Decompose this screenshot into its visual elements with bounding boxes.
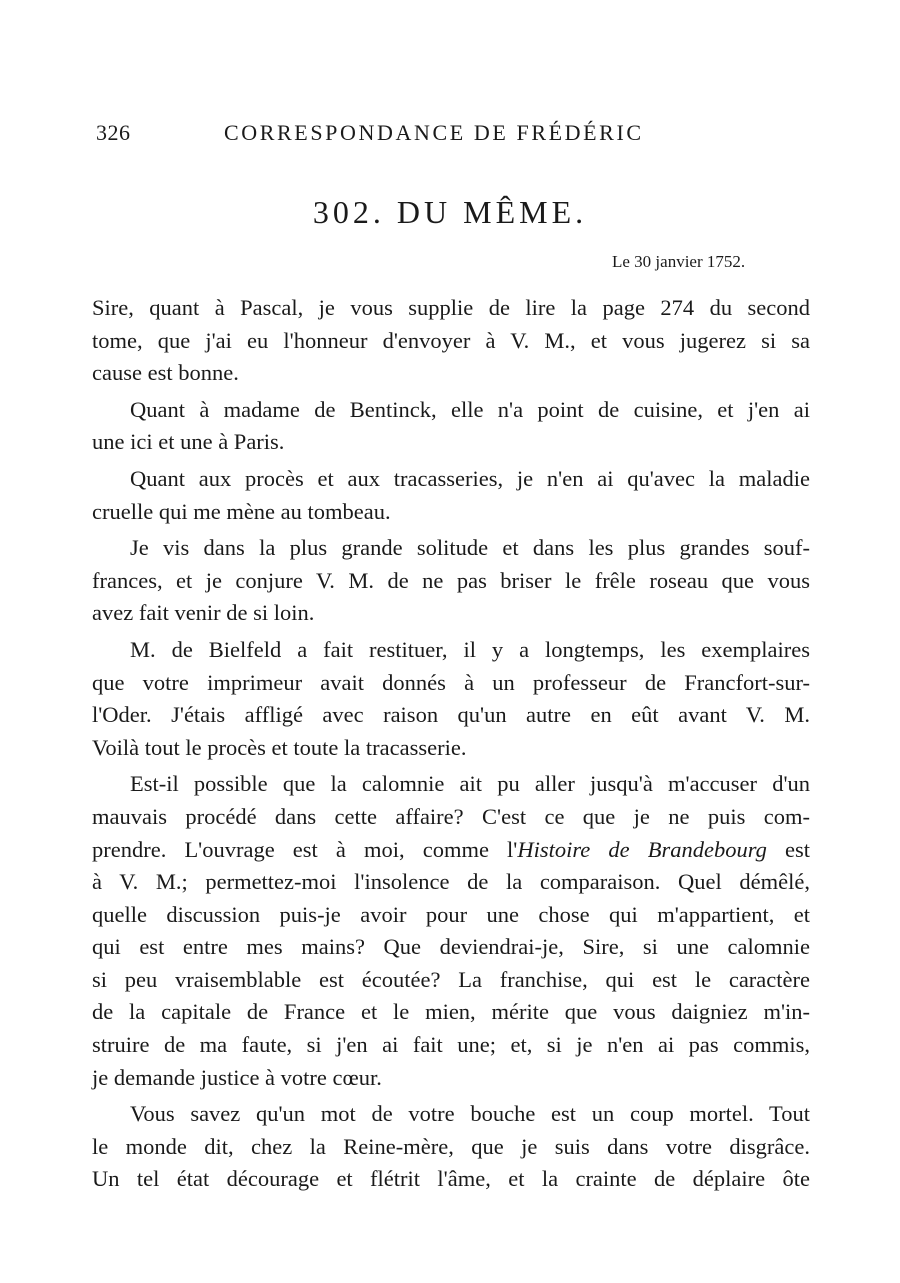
text-segment: est bbox=[766, 836, 811, 862]
text-line: cause est bonne. bbox=[92, 360, 239, 386]
text-line: Voilà tout le procès et toute la tracasserie. bbox=[92, 734, 467, 760]
text-line: cruelle qui me mène au tombeau. bbox=[92, 498, 391, 524]
text-line: quelle discussion puis-je avoir pour une chose qui m'appartient, et bbox=[92, 901, 810, 927]
text-line: le monde dit, chez la Reine-mère, que je suis dans votre disgrâce. bbox=[92, 1133, 810, 1159]
text-line: M. de Bielfeld a fait restituer, il y a longtemps, les exemplaires bbox=[130, 636, 810, 662]
text-line: que votre imprimeur avait donnés à un professeur de Francfort-sur- bbox=[92, 669, 810, 695]
running-title: CORRESPONDANCE DE FRÉDÉRIC bbox=[224, 120, 644, 145]
text-line: avez fait venir de si loin. bbox=[92, 600, 315, 626]
text-line: Sire, quant à Pascal, je vous supplie de lire la page 274 du second bbox=[92, 295, 810, 320]
page-number: 326 bbox=[96, 120, 131, 145]
letter-body bbox=[92, 292, 810, 1196]
text-line: Est-il possible que la calomnie ait pu aller jusqu'à m'accuser d'un bbox=[130, 771, 810, 797]
text-line: tome, que j'ai eu l'honneur d'envoyer à V. M., et vous jugerez si sa bbox=[92, 327, 810, 353]
text-line: qui est entre mes mains? Que deviendrai-je, Sire, si une calomnie bbox=[92, 934, 810, 960]
text-line: je demande justice à votre cœur. bbox=[92, 1064, 382, 1090]
book-title-italic: Histoire de Brandebourg bbox=[517, 836, 767, 862]
text-line: Vous savez qu'un mot de votre bouche est un coup mortel. Tout bbox=[130, 1101, 810, 1127]
running-head bbox=[96, 120, 816, 152]
text-line-with-title bbox=[92, 834, 810, 867]
text-line: Quant aux procès et aux tracasseries, je n'en ai qu'avec la maladie bbox=[130, 465, 810, 491]
text-line: l'Oder. J'étais affligé avec raison qu'un autre en eût avant V. M. bbox=[92, 702, 810, 728]
text-line: Un tel état décourage et flétrit l'âme, et la crainte de déplaire ôte bbox=[92, 1166, 810, 1192]
text-line: une ici et une à Paris. bbox=[92, 429, 285, 455]
letter-date: Le 30 janvier 1752. bbox=[612, 252, 746, 271]
text-line: si peu vraisemblable est écoutée? La franchise, qui est le caractère bbox=[92, 966, 810, 992]
text-line: mauvais procédé dans cette affaire? C'est ce que je ne puis com- bbox=[92, 803, 810, 829]
text-line: à V. M.; permettez-moi l'insolence de la comparaison. Quel démêlé, bbox=[92, 869, 810, 895]
text-segment: prendre. L'ouvrage est à moi, comme l' bbox=[92, 836, 518, 862]
text-line: Quant à madame de Bentinck, elle n'a point de cuisine, et j'en ai bbox=[130, 396, 810, 422]
text-line: Je vis dans la plus grande solitude et dans les plus grandes souf- bbox=[130, 535, 810, 561]
text-line: frances, et je conjure V. M. de ne pas briser le frêle roseau que vous bbox=[92, 567, 810, 593]
text-line: struire de ma faute, si j'en ai fait une; et, si je n'en ai pas commis, bbox=[92, 1032, 810, 1058]
letter-heading: 302. DU MÊME. bbox=[312, 194, 588, 230]
text-line: de la capitale de France et le mien, mérite que vous daigniez m'in- bbox=[92, 999, 810, 1025]
